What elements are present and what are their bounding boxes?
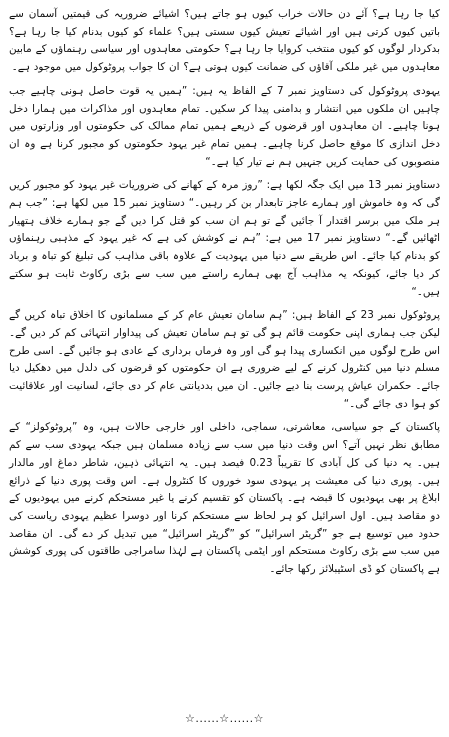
paragraph-documents-13-15-17: دستاویز نمبر 13 میں ایک جگہ لکھا ہے: ”روز مرہ کے کھانے کی ضروریات غیر یہود کو مجبور کریں گی کہ وہ خاموش اور ہمارے عاجز تابعدار بن کر رہیں۔“ دستاویز نمبر 15 میں لکھا ہے: ”جب ہم ہر ملک میں برسر اقتدار آ جائیں گے تو ہم ان سب کو قتل کرا دیں گے جو ہمارے خلاف ہتھیار اٹھائیں گے۔“ دستاویز نمبر 17 میں ہے: ”ہم نے کوشش کی ہے کہ غیر یہود کے مذہبی رہنماؤں کو بدنام کیا جائے۔ اس طریقے سے دنیا میں یہودیت کے علاوہ باقی مذاہب کی تبلیغ کو تباہ و برباد کر دیا جائے، کیونکہ یہ مذاہب آج بھی ہمارے راستے میں سب سے بڑی رکاوٹ ثابت ہو سکتے ہیں۔“ <box>9 179 440 298</box>
paragraph-document-7: یہودی پروٹوکول کی دستاویز نمبر 7 کے الفاظ یہ ہیں: ”ہمیں یہ قوت حاصل ہونی چاہیے جب چاہیں ان ملکوں میں انتشار و بدامنی پیدا کر سکیں۔ تمام معاہدوں اور مذاکرات میں ہمارا دخل ہونا چاہیے۔ ان معاہدوں اور قرضوں کے ذریعے ہمیں تمام ممالک کی حکومتوں اور وزارتوں میں دخل اندازی کا موقع حاصل کرنا چاہیے۔ ہمیں تمام غیر یہود حکومتوں کو مجبور کرنا ہے وہ ان منصوبوں کی حمایت کریں جنہیں ہم نے تیار کیا ہے۔“ <box>9 84 440 168</box>
paragraph-questions: کیا جا رہا ہے؟ آئے دن حالات خراب کیوں ہو جاتے ہیں؟ اشیائے ضروریہ کی قیمتیں آسمان سے باتیں کیوں کرتی ہیں اور اشیائے تعیش کیوں سستی ہیں؟ علماء کو کیوں بدنام کیا جا رہا ہے؟ بدکردار لوگوں کو کیوں منتخب کروایا جا رہا ہے؟ حکومتی معاہدوں اور سیاسی رہنماؤں کے مابین معاہدوں میں غیر ملکی آقاؤں کی ضمانت کیوں ہوتی ہے؟ ان کا جواب پروٹوکول میں موجود ہے۔ <box>9 8 440 74</box>
paragraph-protocol-23: پروٹوکول نمبر 23 کے الفاظ ہیں: ”ہم سامان تعیش عام کر کے مسلمانوں کا اخلاق تباہ کریں گے لیکن جب ہماری اپنی حکومت قائم ہو گی تو ہم سامان تعیش کی پیداوار انتہائی کم کر دیں گے۔ اس طرح لوگوں میں انکساری پیدا ہو گی اور وہ فرماں برداری کے عادی ہو جائیں گے۔ اسی طرح مسلم دنیا میں کنٹرول کرنے کے لیے ضروری ہے ان حکومتوں کو قرضوں کی دلدل میں دھکیل دیا جائے۔ حکمران عیاش پرست بنا دیے جائیں۔ ان میں بددیانتی عام کر دی جائے، لسانیت اور علاقائیت کو ہوا دی جائے گی۔“ <box>9 309 440 410</box>
section-divider: ☆......☆......☆ <box>184 712 265 725</box>
paragraph-pakistan: پاکستان کے جو سیاسی، معاشرتی، سماجی، داخلی اور خارجی حالات ہیں، وہ ”پروٹوکولز“ کے مطابق نظر نہیں آتے؟ اس وقت دنیا میں سب سے زیادہ مسلمان ہیں جبکہ یہودی سب سے کم ہیں۔ یہ دنیا کی کل آبادی کا تقریباً 0.23 فیصد ہیں۔ یہ انتہائی ذہین، شاطر دماغ اور مالدار ہیں۔ پوری دنیا کی معیشت پر یہودی سود خوروں کا کنٹرول ہے۔ اس وقت پوری دنیا کے ذرائع ابلاغ پر بھی یہودیوں کا قبضہ ہے۔ پاکستان کو تقسیم کرنے یا غیر مستحکم کرنے میں یہودیوں کے دو مقاصد ہیں۔ اول اسرائیل کو ہر لحاظ سے مستحکم کرنا اور دوسرا عظیم یہودی ریاست کی حدود میں توسیع ہے جو ”گریٹر اسرائیل“ کو ”گریٹر اسرائیل“ میں تبدیل کر دے گی۔ ان مقاصد میں سب سے بڑی رکاوٹ مستحکم اور ایٹمی پاکستان ہے لہٰذا سامراجی طاقتوں کی پوری کوشش ہے پاکستان کو ڈی اسٹیبلائز رکھا جائے۔ <box>9 421 440 576</box>
